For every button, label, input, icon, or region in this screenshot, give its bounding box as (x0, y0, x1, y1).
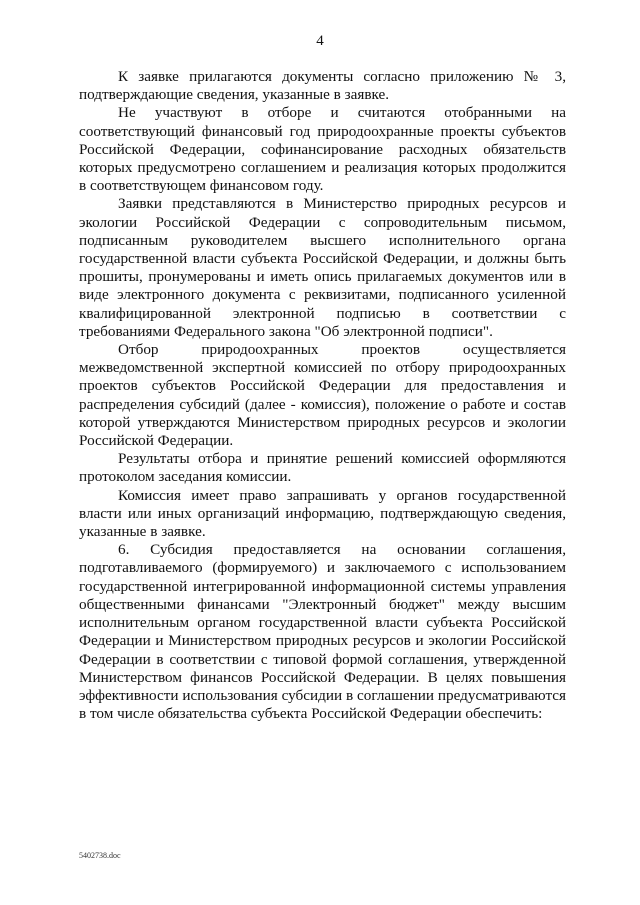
page-number: 4 (316, 33, 324, 49)
paragraph-commission-rights: Комиссия имеет право запрашивать у органов государственной власти или иных организаций информацию, подтверждающую сведения, указанные в заявке. (79, 486, 566, 541)
paragraph-excluded-projects: Не участвуют в отборе и считаются отобранными на соответствующий финансовый год природоохранные проекты субъектов Российской Федерации, софинансирование расходных обязательств которых предусмотрено соглашением и реализация которых продолжится в соответствующем финансовом году. (79, 104, 566, 195)
paragraph-attached-documents: К заявке прилагаются документы согласно приложению № 3, подтверждающие сведения, указанные в заявке. (79, 68, 566, 104)
paragraph-submission-requirements: Заявки представляются в Министерство природных ресурсов и экологии Российской Федерации с сопроводительным письмом, подписанным руководителем высшего исполнительного органа государственной власти субъекта Российской Федерации, и должны быть прошиты, пронумерованы и иметь опись прилагаемых документов или в виде электронного документа с реквизитами, подписанного усиленной квалифицированной электронной подписью в соответствии с требованиями Федерального закона "Об электронной подписи". (79, 195, 566, 340)
paragraph-selection-results: Результаты отбора и принятие решений комиссией оформляются протоколом заседания комиссии. (79, 450, 566, 486)
paragraph-selection-commission: Отбор природоохранных проектов осуществляется межведомственной экспертной комиссией по отбору природоохранных проектов субъектов Российской Федерации для предоставления и распределения субсидий (далее - комиссия), положение о работе и состав которой утверждаются Министерством природных ресурсов и экологии Российской Федерации. (79, 341, 566, 450)
document-body (79, 68, 566, 723)
file-code-footer: 5402738.doc (79, 851, 121, 860)
paragraph-subsidy-agreement: 6. Субсидия предоставляется на основании соглашения, подготавливаемого (формируемого) и заключаемого с использованием государственной интегрированной информационной системы управления общественными финансами "Электронный бюджет" между высшим исполнительным органом государственной власти субъекта Российской Федерации и Министерством природных ресурсов и экологии Российской Федерации в соответствии с типовой формой соглашения, утвержденной Министерством финансов Российской Федерации. В целях повышения эффективности использования субсидии в соглашении предусматриваются в том числе обязательства субъекта Российской Федерации обеспечить: (79, 541, 566, 723)
